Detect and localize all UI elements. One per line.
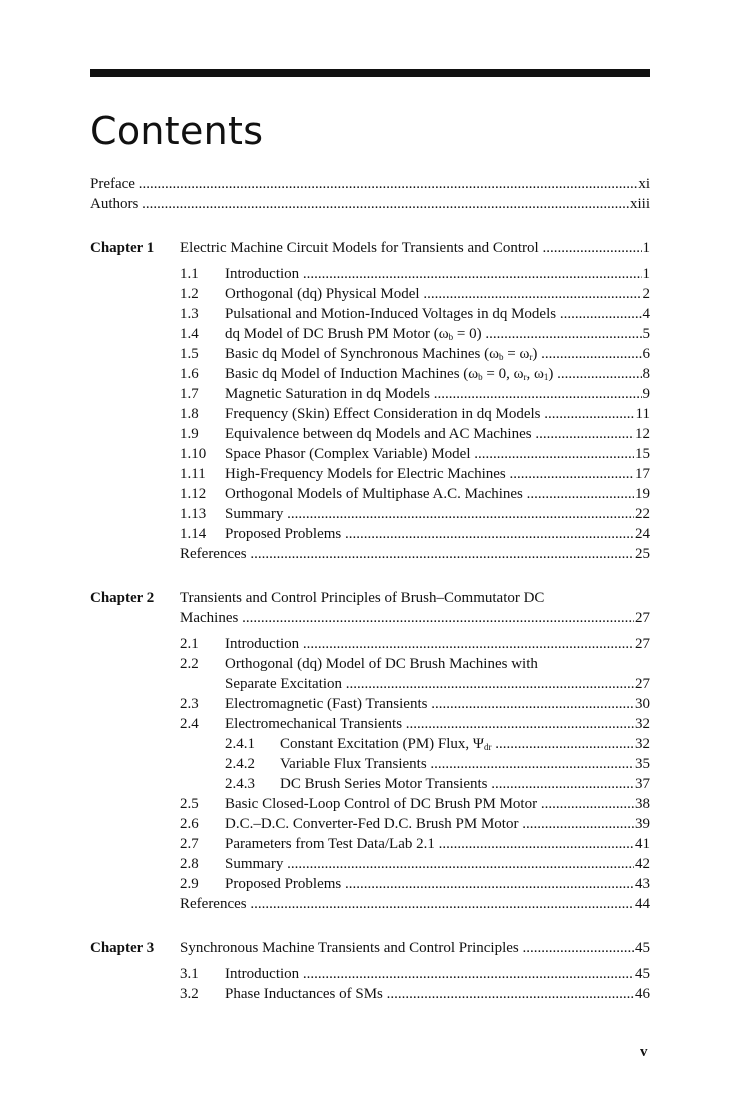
- chapter-2-heading[interactable]: [90, 588, 650, 628]
- chapter-label: Chapter 3: [90, 940, 155, 956]
- top-rule: [90, 69, 650, 77]
- section-title-line2: Separate Excitation .....: [225, 674, 634, 694]
- toc-section-3-1[interactable]: [180, 964, 650, 984]
- section-number: 2.4.1: [225, 736, 255, 752]
- section-number: 2.9: [180, 876, 199, 892]
- toc-page-number: 22: [635, 506, 650, 522]
- toc-page-number: 1: [642, 240, 650, 256]
- toc-section-1-11[interactable]: [180, 464, 650, 484]
- chapter-1-heading[interactable]: [90, 238, 650, 258]
- toc-section-2-7[interactable]: [180, 834, 650, 854]
- section-number: 2.3: [180, 696, 199, 712]
- toc-page-number: 4: [642, 306, 650, 322]
- toc-page-number: 24: [635, 526, 650, 542]
- section-number: 2.7: [180, 836, 199, 852]
- chapter-label: Chapter 1: [90, 240, 155, 256]
- section-title: DC Brush Series Motor Transients .....: [280, 774, 634, 794]
- section-number: 1.13: [180, 506, 207, 522]
- section-title: Equivalence between dq Models and AC Machines .....: [225, 424, 634, 444]
- section-number: 2.1: [180, 636, 199, 652]
- toc-entry-label: Preface .....: [90, 174, 637, 194]
- section-number: 1.11: [180, 466, 206, 482]
- toc-page-number: 1: [642, 266, 650, 282]
- toc-page-number: 25: [635, 546, 650, 562]
- toc-page-number: 45: [635, 966, 650, 982]
- section-title: Magnetic Saturation in dq Models .....: [225, 384, 642, 404]
- chapter-title-line2: Machines .....: [180, 608, 634, 628]
- toc-section-1-7[interactable]: [180, 384, 650, 404]
- section-title: Pulsational and Motion-Induced Voltages in dq Models .....: [225, 304, 642, 324]
- toc-page-number: 46: [635, 986, 650, 1002]
- references-label: References .....: [180, 544, 634, 564]
- section-title: Phase Inductances of SMs .....: [225, 984, 634, 1004]
- section-title: Parameters from Test Data/Lab 2.1 .....: [225, 834, 634, 854]
- toc-page-number: 35: [635, 756, 650, 772]
- chapter-title-line1: Transients and Control Principles of Brush–Commutator DC: [180, 590, 545, 606]
- toc-subsection-2-4-2[interactable]: [225, 754, 650, 774]
- chapter-label: Chapter 2: [90, 590, 155, 606]
- section-title: Introduction .....: [225, 634, 634, 654]
- toc-section-1-1[interactable]: [180, 264, 650, 284]
- toc-page-number: 45: [635, 940, 650, 956]
- section-number: 2.4.3: [225, 776, 255, 792]
- toc-section-1-5[interactable]: [180, 344, 650, 364]
- toc-subsection-2-4-3[interactable]: [225, 774, 650, 794]
- toc-section-1-14[interactable]: [180, 524, 650, 544]
- section-number: 2.4.2: [225, 756, 255, 772]
- section-number: 2.8: [180, 856, 199, 872]
- toc-section-1-10[interactable]: [180, 444, 650, 464]
- section-number: 1.7: [180, 386, 199, 402]
- section-title: Summary .....: [225, 504, 634, 524]
- toc-entry-label: Authors .....: [90, 194, 629, 214]
- section-number: 3.2: [180, 986, 199, 1002]
- section-title: Orthogonal Models of Multiphase A.C. Machines .....: [225, 484, 634, 504]
- toc-subsection-2-4-1[interactable]: [225, 734, 650, 754]
- toc-section-2-4[interactable]: [180, 714, 650, 734]
- toc-page-number: 41: [635, 836, 650, 852]
- toc-page-number: 27: [635, 636, 650, 652]
- section-title: Introduction .....: [225, 264, 642, 284]
- toc-page-number: 15: [635, 446, 650, 462]
- section-title: Proposed Problems .....: [225, 524, 634, 544]
- toc-section-2-2[interactable]: [180, 654, 650, 694]
- section-title: Proposed Problems .....: [225, 874, 634, 894]
- section-title: Basic Closed-Loop Control of DC Brush PM Motor .....: [225, 794, 634, 814]
- section-number: 1.3: [180, 306, 199, 322]
- toc-page-number: 5: [642, 326, 650, 342]
- section-number: 2.5: [180, 796, 199, 812]
- toc-page-number: 43: [635, 876, 650, 892]
- section-title: Constant Excitation (PM) Flux, $\Psi_{dr}$ .....: [280, 734, 634, 754]
- toc-section-1-9[interactable]: [180, 424, 650, 444]
- toc-entry-preface[interactable]: [90, 174, 650, 194]
- section-number: 2.4: [180, 716, 199, 732]
- section-title: Electromechanical Transients .....: [225, 714, 634, 734]
- toc-page-number: 19: [635, 486, 650, 502]
- section-number: 1.10: [180, 446, 207, 462]
- toc-page-number: 30: [635, 696, 650, 712]
- chapter-3-heading[interactable]: [90, 938, 650, 958]
- toc-section-1-8[interactable]: [180, 404, 650, 424]
- toc-page-number: 27: [635, 676, 650, 692]
- toc-page-number: 6: [642, 346, 650, 362]
- toc-references-ch2[interactable]: [180, 894, 650, 914]
- toc-page-number: 8: [642, 366, 650, 382]
- chapter-title: Electric Machine Circuit Models for Transients and Control .....: [180, 238, 642, 258]
- toc-page-number: xi: [638, 176, 650, 192]
- section-title: Variable Flux Transients .....: [280, 754, 634, 774]
- section-title: dq Model of DC Brush PM Motor $(\omega_b = 0)$ .....: [225, 324, 642, 344]
- toc-section-1-4[interactable]: [180, 324, 650, 344]
- section-number: 2.6: [180, 816, 199, 832]
- table-of-contents: [90, 174, 650, 1004]
- section-title: Orthogonal (dq) Physical Model .....: [225, 284, 642, 304]
- toc-page-number: 32: [635, 716, 650, 732]
- section-title: High-Frequency Models for Electric Machines .....: [225, 464, 634, 484]
- toc-page-number: xiii: [629, 196, 650, 212]
- section-title: Introduction .....: [225, 964, 634, 984]
- section-number: 1.1: [180, 266, 199, 282]
- chapter-title: Synchronous Machine Transients and Control Principles .....: [180, 938, 634, 958]
- section-number: 1.2: [180, 286, 199, 302]
- section-number: 1.5: [180, 346, 199, 362]
- section-title: D.C.–D.C. Converter-Fed D.C. Brush PM Motor .....: [225, 814, 634, 834]
- section-number: 1.4: [180, 326, 199, 342]
- section-number: 1.14: [180, 526, 207, 542]
- toc-page-number: 9: [642, 386, 650, 402]
- toc-page-number: 44: [635, 896, 650, 912]
- section-number: 3.1: [180, 966, 199, 982]
- section-title: Frequency (Skin) Effect Consideration in dq Models .....: [225, 404, 635, 424]
- page-folio: v: [640, 1044, 648, 1060]
- toc-page-number: 32: [635, 736, 650, 752]
- section-title: Space Phasor (Complex Variable) Model .....: [225, 444, 634, 464]
- toc-page-number: 27: [635, 610, 650, 626]
- toc-section-2-3[interactable]: [180, 694, 650, 714]
- section-title: Basic dq Model of Induction Machines ($\omega_b = 0$, $\omega_r$, $\omega_1$) .....: [225, 364, 642, 384]
- references-label: References .....: [180, 894, 634, 914]
- section-title-line1: Orthogonal (dq) Model of DC Brush Machines with: [225, 656, 538, 672]
- toc-section-2-9[interactable]: [180, 874, 650, 894]
- toc-entry-authors[interactable]: [90, 194, 650, 214]
- section-title: Electromagnetic (Fast) Transients .....: [225, 694, 634, 714]
- toc-section-2-8[interactable]: [180, 854, 650, 874]
- toc-page-number: 17: [635, 466, 650, 482]
- toc-section-2-6[interactable]: [180, 814, 650, 834]
- toc-section-1-6[interactable]: [180, 364, 650, 384]
- section-number: 1.9: [180, 426, 199, 442]
- toc-page-number: 11: [635, 406, 650, 422]
- section-number: 1.8: [180, 406, 199, 422]
- toc-section-2-5[interactable]: [180, 794, 650, 814]
- toc-page-number: 39: [635, 816, 650, 832]
- toc-section-3-2[interactable]: [180, 984, 650, 1004]
- section-title: Basic dq Model of Synchronous Machines $(\omega_b = \omega_r)$ .....: [225, 344, 642, 364]
- toc-page-number: 37: [635, 776, 650, 792]
- toc-section-2-1[interactable]: [180, 634, 650, 654]
- toc-section-1-3[interactable]: [180, 304, 650, 324]
- toc-page-number: 42: [635, 856, 650, 872]
- toc-references-ch1[interactable]: [180, 544, 650, 564]
- toc-section-1-13[interactable]: [180, 504, 650, 524]
- section-number: 1.12: [180, 486, 207, 502]
- toc-page-number: 38: [635, 796, 650, 812]
- page-title: Contents: [90, 109, 264, 153]
- section-number: 2.2: [180, 656, 199, 672]
- toc-section-1-12[interactable]: [180, 484, 650, 504]
- toc-page-number: 2: [642, 286, 650, 302]
- toc-page-number: 12: [635, 426, 650, 442]
- toc-section-1-2[interactable]: [180, 284, 650, 304]
- section-title: Summary .....: [225, 854, 634, 874]
- section-number: 1.6: [180, 366, 199, 382]
